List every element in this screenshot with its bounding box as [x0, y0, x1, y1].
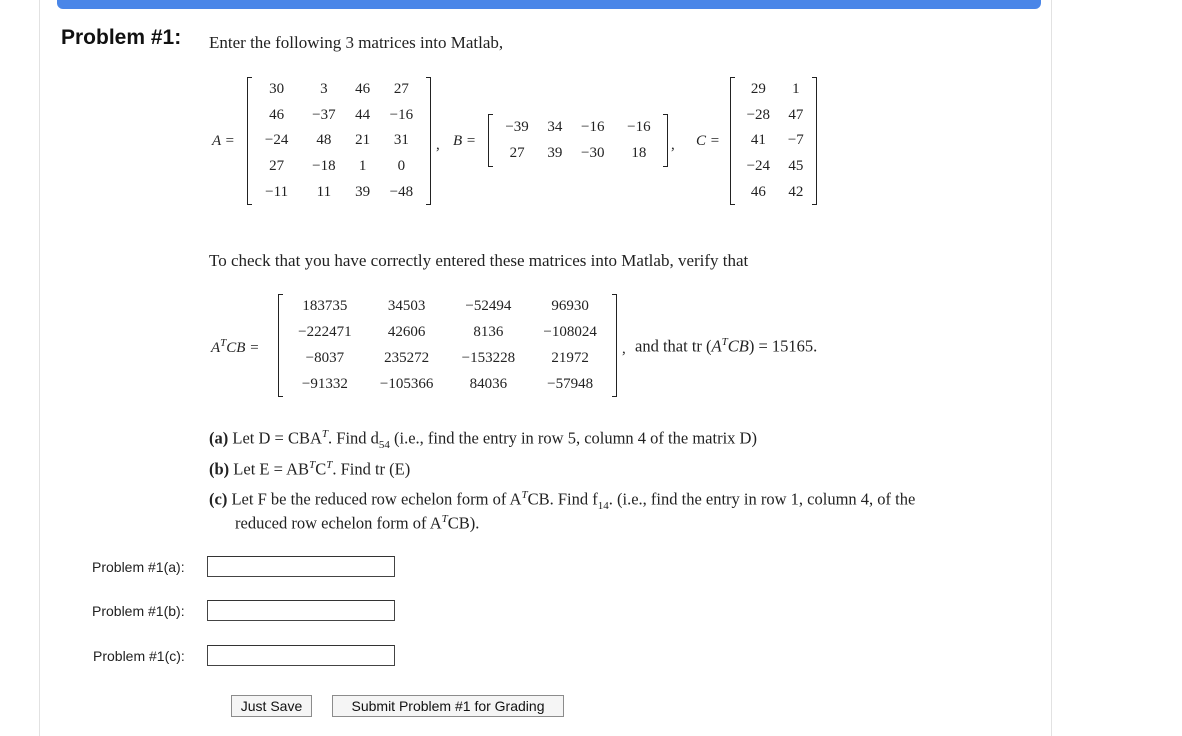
matrix-cell: −16 [627, 118, 651, 135]
matrix-cell: 31 [393, 132, 409, 149]
matrix-row [253, 103, 425, 129]
matrix-cell: −39 [505, 118, 529, 135]
answer-b-input[interactable] [207, 600, 395, 621]
matrix-cell: 235272 [384, 349, 430, 366]
matrix-cell: −30 [581, 145, 605, 162]
matrix-row [736, 77, 811, 103]
matrix-row [253, 77, 425, 103]
trace-statement: and that tr $(A^TCB) = 15165$. [635, 336, 818, 356]
matrix-cell: −108024 [543, 324, 597, 341]
matrix-cell: 42 [788, 183, 804, 200]
answer-a-input[interactable] [207, 556, 395, 577]
matrix-cell: 46 [269, 106, 285, 123]
matrix-row [253, 179, 425, 205]
matrix-cell: 84036 [469, 375, 508, 392]
matrix-c [730, 77, 817, 205]
matrix-cell: 27 [269, 158, 285, 175]
matrix-cell: −18 [312, 158, 336, 175]
matrix-cell: 47 [788, 106, 804, 123]
answer-c-label: Problem #1(c): [93, 648, 185, 664]
matrix-cell: −24 [746, 158, 771, 175]
matrix-cell: −8037 [305, 349, 345, 366]
matrix-cell: 48 [316, 132, 332, 149]
matrix-cell: −16 [389, 106, 414, 123]
matrix-cell: 0 [397, 158, 406, 175]
matrix-cell: −57948 [547, 375, 594, 392]
problem-title: Problem #1: [61, 26, 182, 49]
matrix-cell: 3 [320, 81, 328, 98]
question-c-continued: reduced row echelon form of $A^TCB$). [235, 513, 480, 533]
matrix-row [736, 179, 811, 205]
answer-a-label: Problem #1(a): [92, 559, 185, 575]
matrix-cell: −91332 [301, 375, 348, 392]
matrix-cell: 183735 [302, 298, 348, 315]
matrix-row [253, 154, 425, 180]
matrix-atcb [278, 294, 617, 397]
matrix-row [284, 320, 611, 346]
matrix-row [253, 128, 425, 154]
left-border [39, 0, 40, 736]
matrix-row [284, 371, 611, 397]
matrix-cell: 30 [269, 81, 285, 98]
matrix-cell: −28 [746, 106, 771, 123]
answer-c-input[interactable] [207, 645, 395, 666]
right-border [1051, 0, 1052, 736]
matrix-cell: 21972 [551, 349, 589, 366]
matrix-cell: −37 [312, 106, 336, 123]
matrix-cell: −16 [581, 118, 605, 135]
matrix-cell: 21 [355, 132, 371, 149]
separator-comma: , [671, 137, 675, 153]
separator-comma: , [622, 341, 626, 357]
matrix-cell: 29 [750, 81, 766, 98]
matrix-cell: −48 [389, 183, 414, 200]
matrix-a-label: A = [212, 133, 235, 149]
matrix-cell: 46 [750, 183, 766, 200]
matrix-cell: −153228 [461, 349, 516, 366]
matrix-cell: 18 [631, 145, 647, 162]
matrix-cell: 8136 [473, 324, 504, 341]
matrix-cell: 1 [792, 81, 800, 98]
separator-comma: , [436, 137, 440, 153]
matrix-row [736, 128, 811, 154]
matrix-cell: −7 [787, 132, 804, 149]
matrix-row [284, 294, 611, 320]
matrix-cell: −222471 [298, 324, 352, 341]
matrix-cell: −11 [265, 183, 289, 200]
matrix-b-label: B = [453, 133, 477, 149]
matrix-row [736, 154, 811, 180]
matrix-cell: 46 [355, 81, 371, 98]
answer-b-label: Problem #1(b): [92, 603, 185, 619]
matrix-cell: 27 [393, 81, 409, 98]
question-a: (a) Let $D = CBA^T$. Find $d_{54}$ (i.e., find the entry in row 5, column 4 of the matrix D) [209, 428, 757, 451]
matrix-cell: −24 [264, 132, 289, 149]
matrix-cell: 39 [547, 145, 563, 162]
matrix-row [284, 346, 611, 372]
matrix-cell: 39 [355, 183, 371, 200]
matrix-row [494, 114, 662, 141]
matrix-a [247, 77, 431, 205]
matrix-cell: 41 [750, 132, 766, 149]
matrix-cell: 34 [547, 118, 563, 135]
matrix-cell: 44 [355, 106, 371, 123]
matrix-row [736, 103, 811, 129]
matrix-c-label: C = [696, 133, 720, 149]
top-accent-bar [57, 0, 1041, 9]
check-instructions: To check that you have correctly entered these matrices into Matlab, verify that [209, 251, 749, 270]
matrix-cell: 11 [316, 183, 332, 200]
problem-intro: Enter the following 3 matrices into Matlab, [209, 33, 504, 52]
matrix-cell: 45 [788, 158, 804, 175]
atcb-label: $A^TCB$ = [211, 337, 260, 356]
matrix-cell: −52494 [465, 298, 512, 315]
matrix-cell: 34503 [387, 298, 426, 315]
matrix-row [494, 141, 662, 168]
submit-button[interactable]: Submit Problem #1 for Grading [332, 695, 564, 717]
matrix-cell: 27 [509, 145, 525, 162]
matrix-cell: −105366 [379, 375, 434, 392]
just-save-button[interactable]: Just Save [231, 695, 312, 717]
matrix-cell: 96930 [551, 298, 589, 315]
question-c: (c) Let F be the reduced row echelon form of $A^TCB$. Find $f_{14}$. (i.e., find the entry in row 1, column 4, of the [209, 489, 916, 512]
question-b: (b) Let $E = AB^TC^T$. Find tr (E) [209, 459, 411, 479]
matrix-b [488, 114, 668, 167]
matrix-cell: 42606 [387, 324, 426, 341]
matrix-cell: 1 [358, 158, 367, 175]
